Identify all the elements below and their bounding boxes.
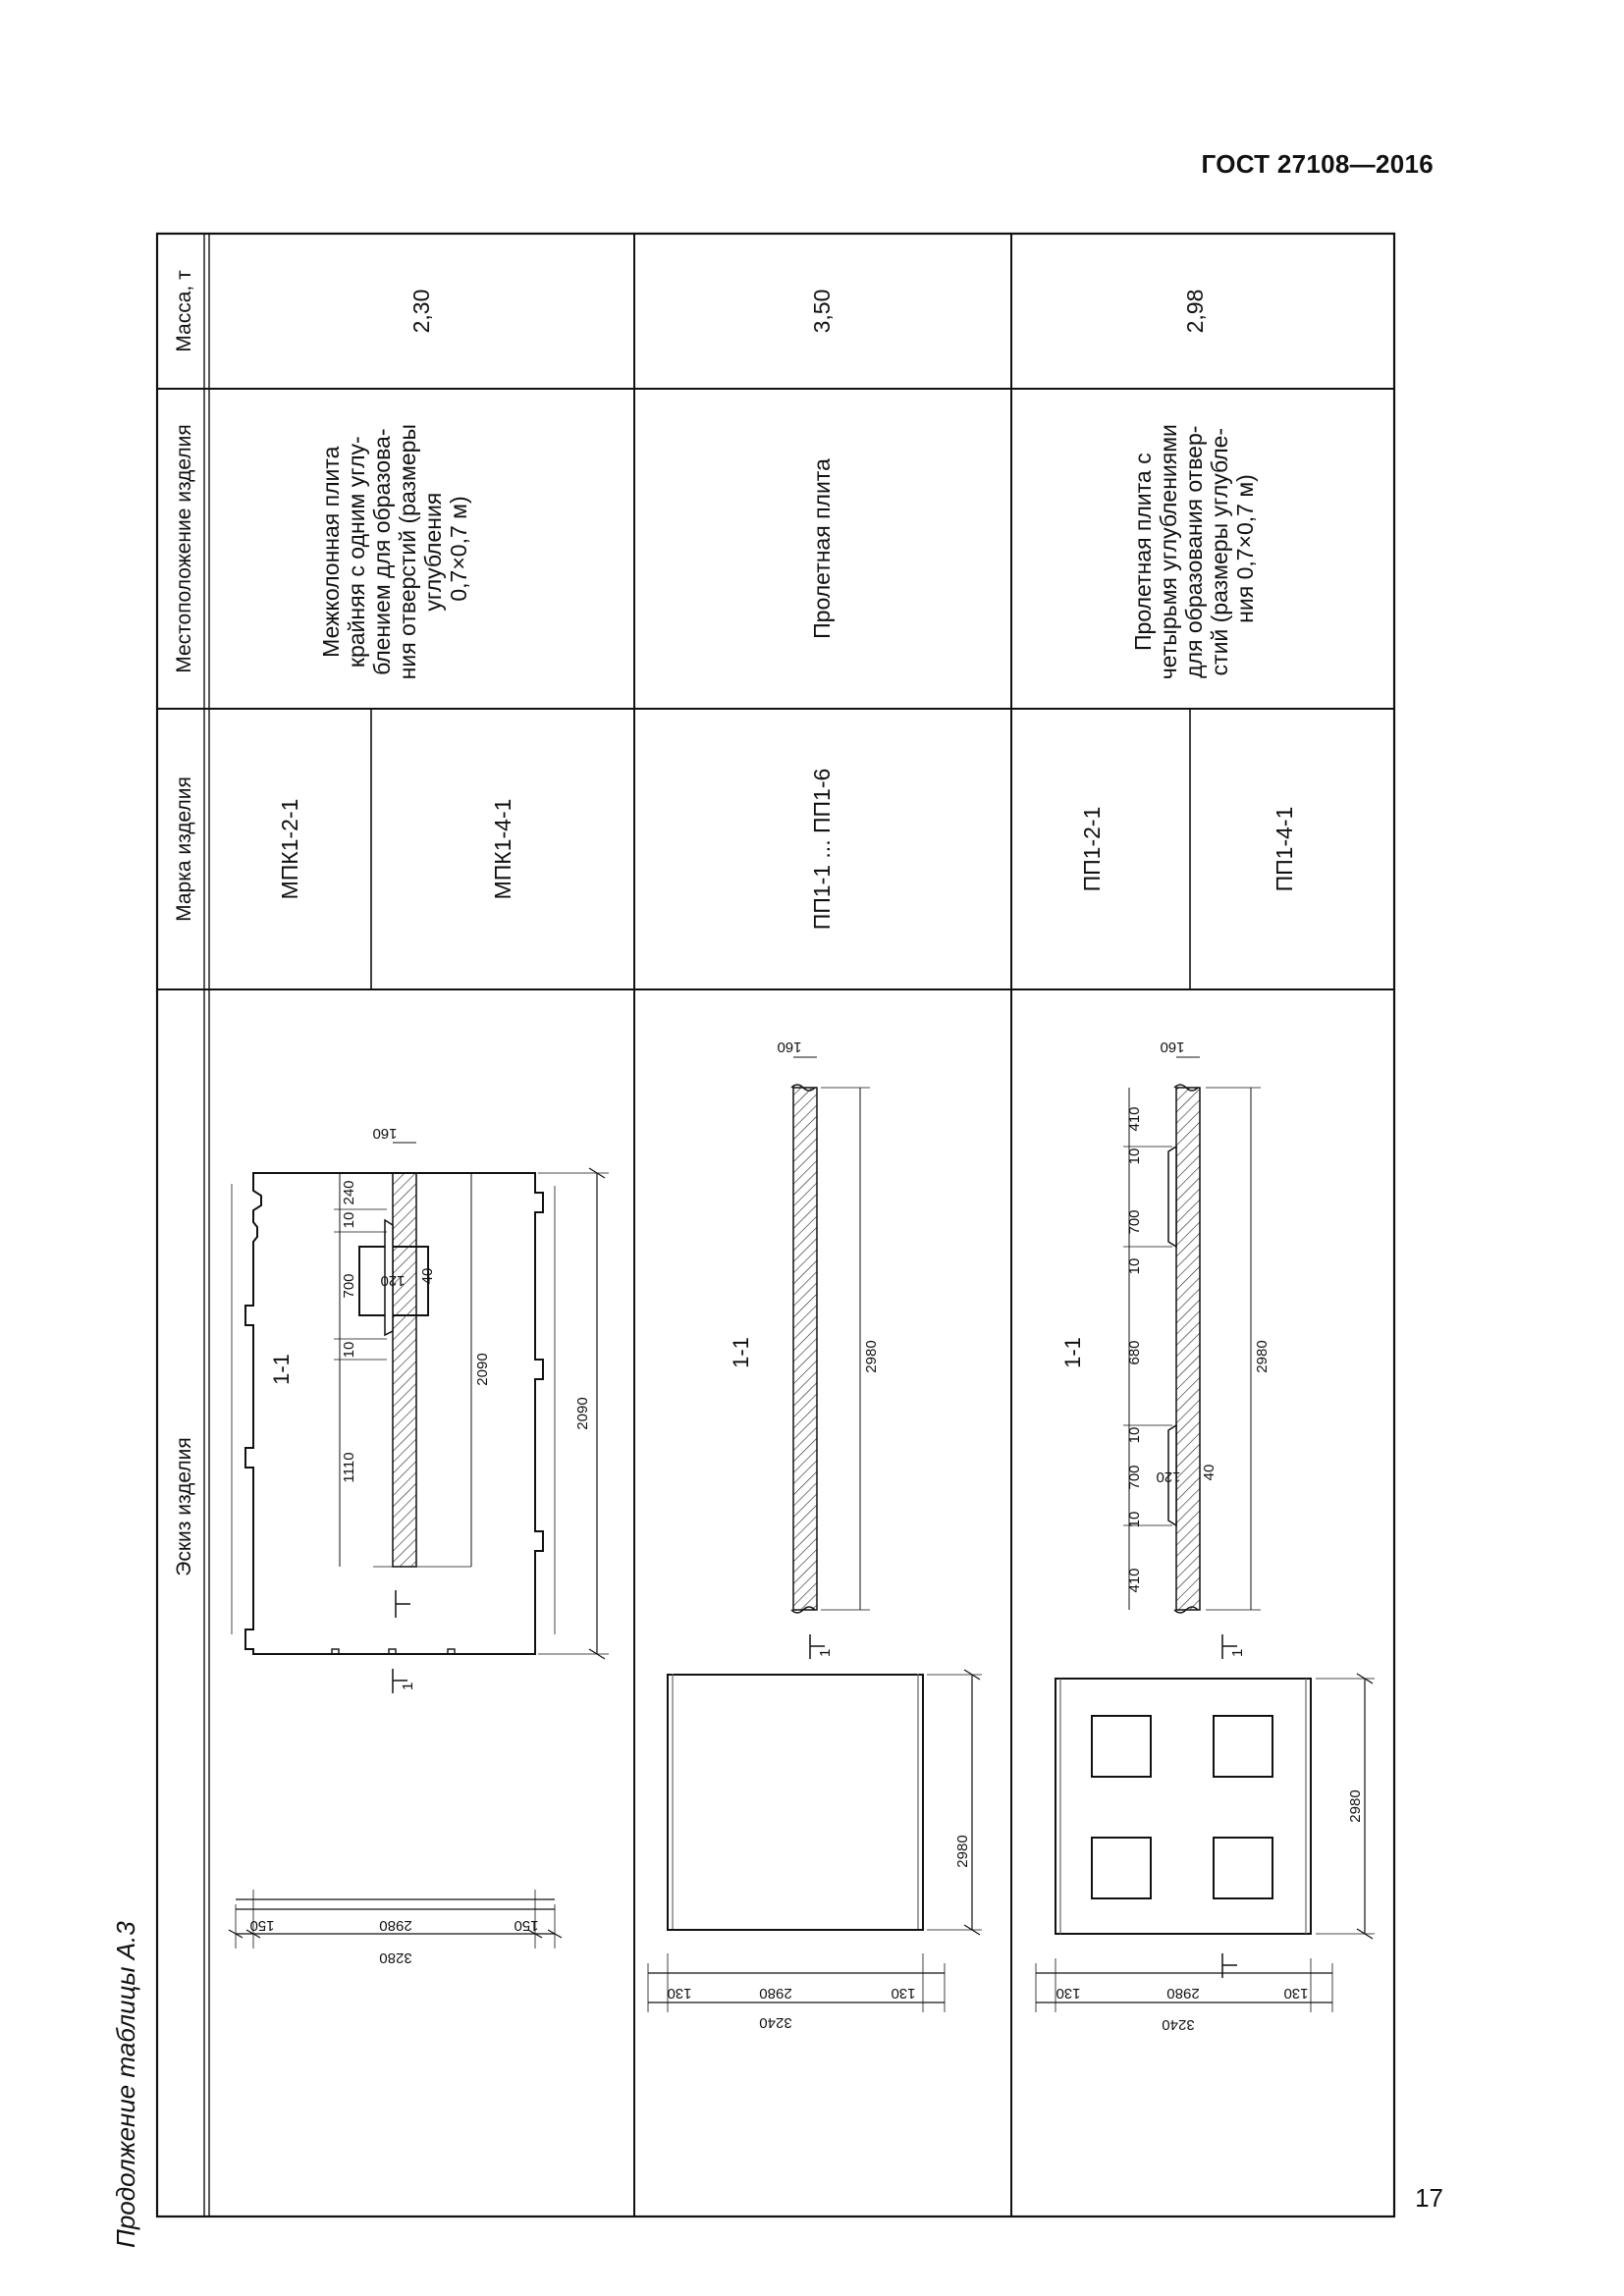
- svg-text:10: 10: [1126, 1511, 1143, 1528]
- section-view: [791, 1085, 817, 1613]
- plan-dimensions: [648, 1670, 982, 2012]
- svg-text:2980: 2980: [863, 1340, 880, 1373]
- section-view: [1168, 1085, 1200, 1613]
- dimension-label: 2090: [574, 1397, 591, 1430]
- location-text: Межколонная плита крайняя с одним углу- блением для образова- ния отверстий (размеры углубления 0,7×0,7 м): [318, 424, 471, 680]
- section-title: 1-1: [729, 1337, 753, 1368]
- svg-text:2090: 2090: [474, 1353, 491, 1386]
- svg-text:160: 160: [777, 1039, 802, 1055]
- section-title: 1-1: [269, 1354, 294, 1385]
- section-title: 1-1: [1060, 1337, 1085, 1368]
- dimension-label: 150: [249, 1917, 275, 1934]
- product-mark: МПК1-2-1: [277, 798, 302, 900]
- mass-value: 3,50: [809, 289, 835, 334]
- svg-text:160: 160: [372, 1125, 398, 1142]
- svg-text:2980: 2980: [1166, 1985, 1200, 2002]
- svg-text:40: 40: [419, 1267, 436, 1285]
- header-sketch: Эскиз изделия: [173, 1437, 195, 1576]
- plan-view: [668, 1675, 923, 1930]
- document-code: ГОСТ 27108—2016: [1201, 149, 1434, 179]
- svg-text:130: 130: [1283, 1985, 1309, 2002]
- product-mark: ПП1-4-1: [1272, 806, 1297, 892]
- table-header: [173, 270, 195, 1576]
- svg-text:2980: 2980: [954, 1835, 971, 1868]
- plan-dimensions: [1036, 1674, 1375, 2012]
- svg-text:1: 1: [817, 1648, 834, 1657]
- product-mark: МПК1-4-1: [490, 798, 515, 900]
- table-row: [1036, 290, 1375, 2033]
- svg-text:1110: 1110: [341, 1452, 357, 1483]
- location-text: Пролетная плита: [809, 458, 835, 639]
- svg-text:120: 120: [380, 1272, 406, 1289]
- mass-value: 2,98: [1182, 289, 1208, 334]
- dimension-label: 2980: [379, 1917, 412, 1934]
- table-row: [648, 290, 982, 2031]
- header-location: Местоположение изделия: [173, 424, 195, 673]
- product-mark: ПП1-2-1: [1079, 806, 1105, 892]
- header-mark: Марка изделия: [173, 776, 195, 922]
- svg-text:700: 700: [1126, 1465, 1143, 1490]
- svg-text:10: 10: [1126, 1257, 1143, 1275]
- plan-view: [1056, 1679, 1311, 1934]
- page-number: 17: [1415, 2183, 1443, 2213]
- svg-text:2980: 2980: [1254, 1340, 1271, 1373]
- svg-text:3240: 3240: [1162, 2016, 1195, 2033]
- svg-text:2980: 2980: [759, 1985, 792, 2002]
- svg-text:410: 410: [1126, 1568, 1143, 1593]
- table-row: [229, 290, 609, 1966]
- table-continuation-caption: Продолжение таблицы А.3: [111, 1921, 140, 2248]
- svg-text:160: 160: [1160, 1039, 1185, 1055]
- svg-text:10: 10: [341, 1341, 357, 1359]
- svg-text:130: 130: [1056, 1985, 1081, 2002]
- section-view: [385, 1173, 416, 1567]
- product-mark: ПП1-1 ... ПП1-6: [809, 768, 835, 931]
- svg-text:10: 10: [341, 1211, 357, 1229]
- dimension-label: 3280: [379, 1949, 412, 1966]
- mass-value: 2,30: [408, 289, 434, 334]
- svg-text:10: 10: [1126, 1426, 1143, 1444]
- header-mass: Масса, т: [173, 270, 195, 352]
- svg-text:1: 1: [400, 1682, 416, 1690]
- svg-text:2980: 2980: [1347, 1789, 1364, 1823]
- svg-text:700: 700: [1126, 1209, 1143, 1235]
- svg-text:10: 10: [1126, 1148, 1143, 1165]
- svg-text:130: 130: [667, 1985, 692, 2002]
- svg-text:40: 40: [1201, 1464, 1218, 1481]
- svg-text:700: 700: [341, 1273, 357, 1299]
- svg-text:240: 240: [341, 1180, 357, 1205]
- svg-text:1: 1: [1229, 1648, 1246, 1657]
- svg-text:3240: 3240: [759, 2014, 792, 2031]
- location-text: Пролетная плита с четырьмя углублениями для образования отвер- стий (размеры углубле- ния 0,7×0,7 м): [1130, 424, 1258, 680]
- svg-text:130: 130: [891, 1985, 916, 2002]
- svg-text:680: 680: [1126, 1340, 1143, 1365]
- dimension-label: 150: [514, 1917, 539, 1934]
- svg-text:410: 410: [1126, 1106, 1143, 1132]
- svg-text:120: 120: [1156, 1468, 1181, 1485]
